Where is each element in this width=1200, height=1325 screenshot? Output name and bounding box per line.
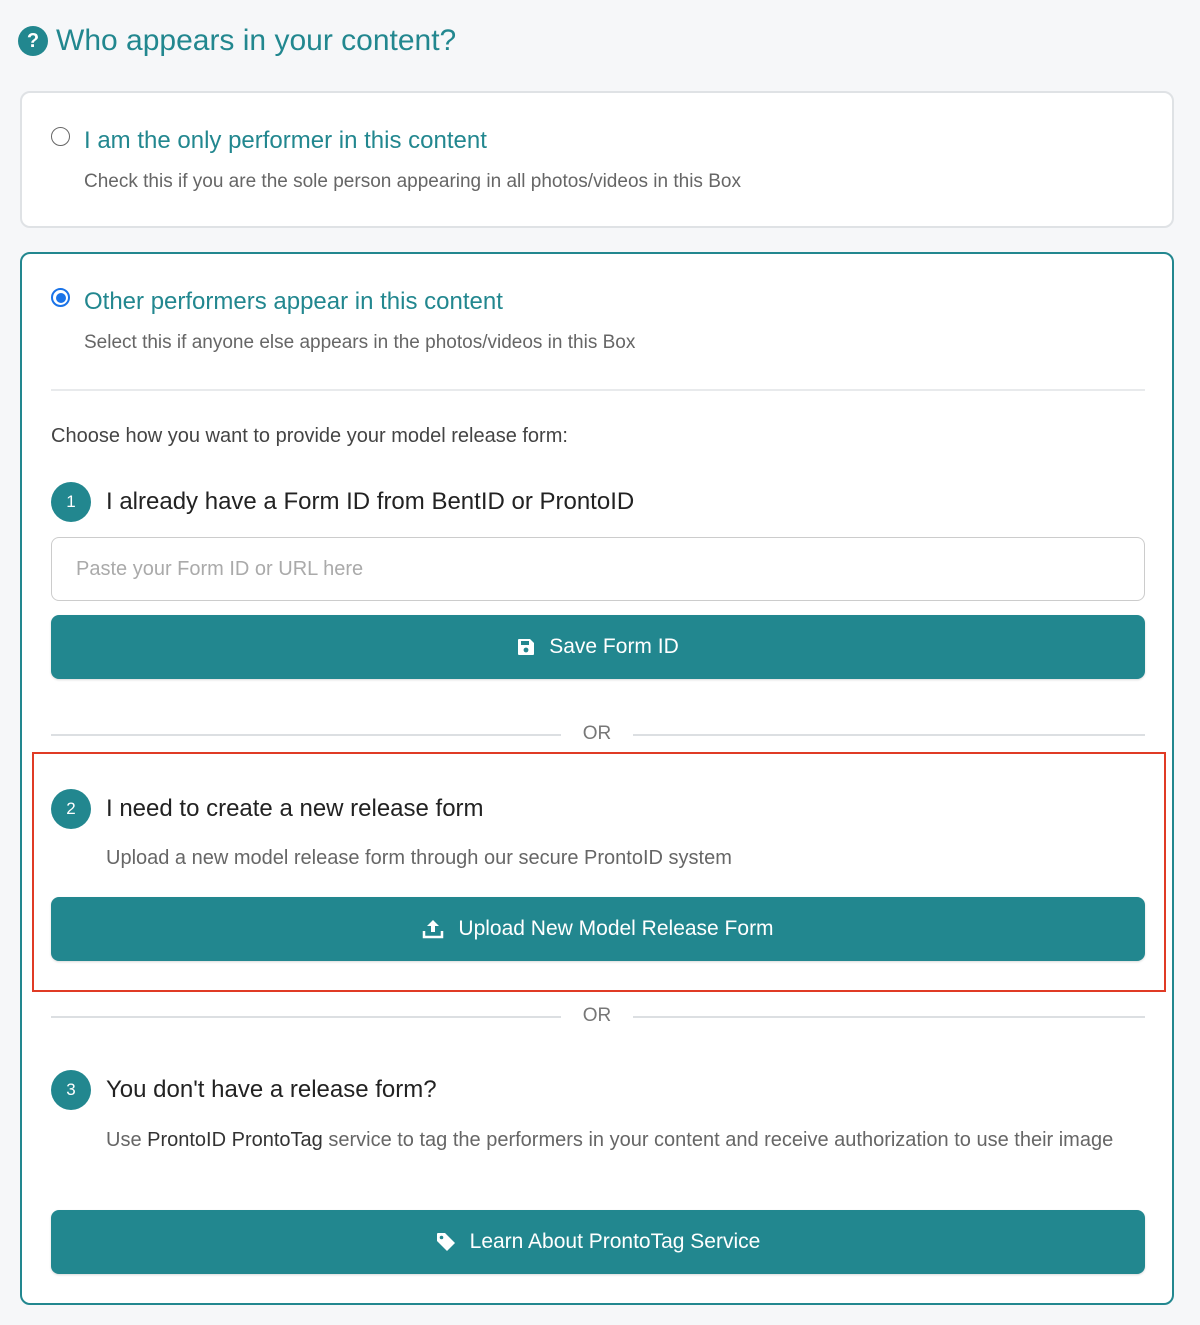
step-1-badge: 1 <box>51 482 91 522</box>
save-form-id-label: Save Form ID <box>549 635 679 658</box>
option-description: Select this if anyone else appears in the photos/videos in this Box <box>84 332 636 353</box>
upload-release-form-label: Upload New Model Release Form <box>458 917 774 940</box>
or-label: OR <box>582 1005 612 1026</box>
or-separator <box>51 723 1145 747</box>
learn-prontotag-label: Learn About ProntoTag Service <box>469 1230 761 1253</box>
page-title: Who appears in your content? <box>56 24 457 57</box>
save-icon <box>517 638 535 656</box>
step-2-badge: 2 <box>51 789 91 829</box>
form-id-input[interactable] <box>51 537 1145 601</box>
option-other-performers-card[interactable] <box>20 252 1174 1305</box>
option-title: Other performers appear in this content <box>84 288 503 315</box>
question-circle-icon[interactable]: ? <box>18 26 48 56</box>
upload-icon <box>422 919 444 939</box>
prontotag-name: ProntoID ProntoTag <box>147 1129 323 1151</box>
learn-prontotag-button[interactable] <box>51 1210 1145 1274</box>
choose-method-label: Choose how you want to provide your model release form: <box>51 425 568 447</box>
divider <box>51 389 1145 391</box>
step-3-description: Use ProntoID ProntoTag service to tag the performers in your content and receive authorization to use their image <box>106 1129 1114 1151</box>
save-form-id-button[interactable] <box>51 615 1145 679</box>
step-3-title: You don't have a release form? <box>106 1076 437 1103</box>
option-title: I am the only performer in this content <box>84 127 487 154</box>
step-2-description: Upload a new model release form through our secure ProntoID system <box>106 847 732 869</box>
or-label: OR <box>582 723 612 744</box>
tag-icon <box>436 1232 456 1252</box>
other-performers-radio[interactable] <box>51 288 70 307</box>
only-performer-radio[interactable] <box>51 127 70 146</box>
upload-release-form-button[interactable] <box>51 897 1145 961</box>
option-description: Check this if you are the sole person appearing in all photos/videos in this Box <box>84 171 741 192</box>
option-only-performer-card[interactable] <box>20 91 1174 228</box>
step-1-title: I already have a Form ID from BentID or ProntoID <box>106 488 635 515</box>
step-3-badge: 3 <box>51 1070 91 1110</box>
step-2-title: I need to create a new release form <box>106 795 484 822</box>
page-heading <box>18 24 456 58</box>
or-separator <box>51 1005 1145 1029</box>
